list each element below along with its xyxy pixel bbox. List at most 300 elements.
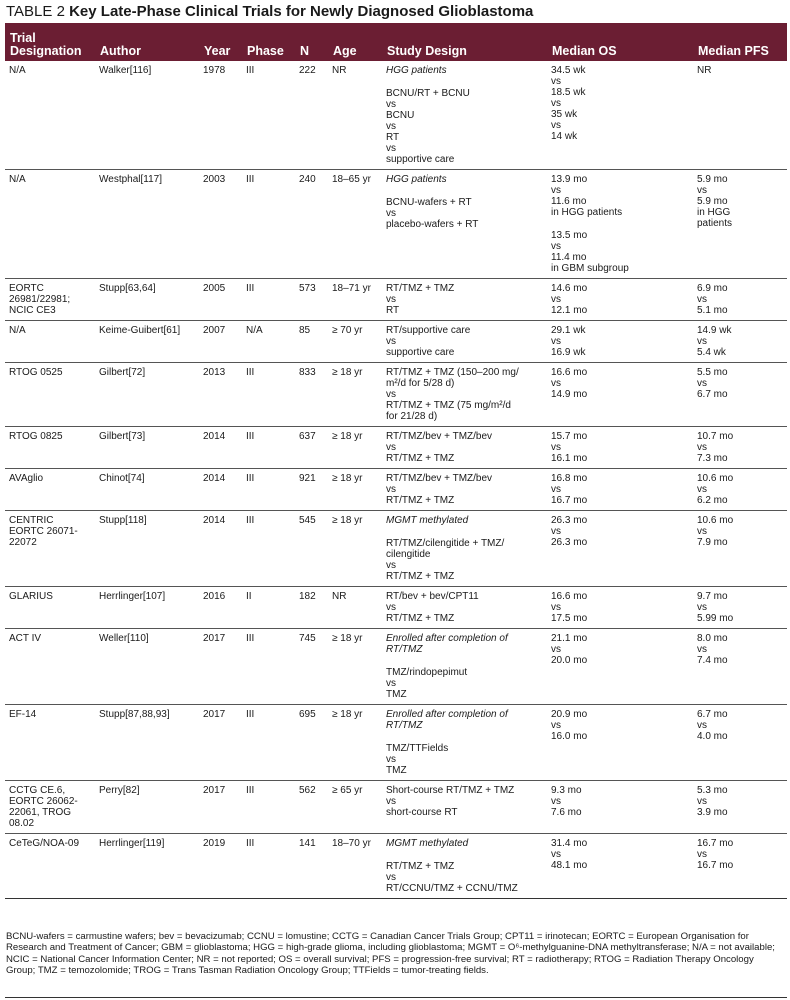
header-phase: Phase bbox=[242, 23, 295, 61]
study-design-group bbox=[386, 861, 544, 894]
median-os-line: 21.1 mo bbox=[551, 633, 588, 644]
median-os-line: 11.4 mo bbox=[551, 252, 587, 263]
cell-median-os bbox=[547, 511, 693, 587]
study-design-line: BCNU/RT + BCNU bbox=[386, 88, 470, 99]
cell-author: Weller[110] bbox=[95, 629, 199, 705]
cell-n: 695 bbox=[295, 705, 328, 781]
median-os-line: vs bbox=[551, 484, 561, 495]
study-design-line: vs bbox=[386, 336, 396, 347]
median-pfs-line: 4.0 mo bbox=[697, 731, 728, 742]
median-pfs-line: 9.7 mo bbox=[697, 591, 728, 602]
median-pfs-line: 5.9 mo bbox=[697, 196, 728, 207]
study-design-line: vs bbox=[386, 796, 396, 807]
cell-phase: III bbox=[242, 363, 295, 427]
cell-age: ≥ 18 yr bbox=[328, 705, 382, 781]
median-os-line: vs bbox=[551, 526, 561, 537]
cell-study-design bbox=[382, 363, 547, 427]
study-design-line: Enrolled after completion of bbox=[386, 633, 508, 644]
study-design-group bbox=[386, 283, 544, 316]
median-pfs-line: 16.7 mo bbox=[697, 860, 734, 871]
trial-designation-line: ACT IV bbox=[9, 633, 42, 644]
median-os-line: 16.7 mo bbox=[551, 495, 588, 506]
cell-age: NR bbox=[328, 61, 382, 170]
cell-year: 2017 bbox=[199, 705, 242, 781]
cell-median-os bbox=[547, 170, 693, 279]
median-os-line: vs bbox=[551, 336, 561, 347]
median-os-line: 16.6 mo bbox=[551, 367, 588, 378]
cell-author: Stupp[63,64] bbox=[95, 279, 199, 321]
study-design-line: RT/TMZ bbox=[386, 644, 423, 655]
median-pfs-line: vs bbox=[697, 644, 707, 655]
cell-median-os bbox=[547, 61, 693, 170]
median-os-line: 20.0 mo bbox=[551, 655, 588, 666]
cell-median-os bbox=[547, 705, 693, 781]
table-body bbox=[5, 61, 787, 899]
table-row bbox=[5, 781, 787, 834]
median-pfs-line: 5.9 mo bbox=[697, 174, 728, 185]
cell-author: Perry[82] bbox=[95, 781, 199, 834]
cell-age: NR bbox=[328, 587, 382, 629]
header-age: Age bbox=[328, 23, 382, 61]
cell-median-pfs bbox=[693, 587, 787, 629]
median-pfs-line: vs bbox=[697, 796, 707, 807]
cell-median-pfs bbox=[693, 469, 787, 511]
study-design-line: HGG patients bbox=[386, 65, 447, 76]
table-row bbox=[5, 469, 787, 511]
cell-trial-designation bbox=[5, 427, 95, 469]
median-os-group bbox=[551, 838, 690, 871]
header-year: Year bbox=[199, 23, 242, 61]
cell-author: Westphal[117] bbox=[95, 170, 199, 279]
table-row bbox=[5, 363, 787, 427]
median-pfs-group bbox=[697, 709, 784, 742]
table-row bbox=[5, 834, 787, 899]
median-os-line: 48.1 mo bbox=[551, 860, 588, 871]
cell-phase: III bbox=[242, 511, 295, 587]
median-pfs-line: 5.5 mo bbox=[697, 367, 728, 378]
cell-phase: III bbox=[242, 61, 295, 170]
median-pfs-group bbox=[697, 785, 784, 818]
median-os-line: in HGG patients bbox=[551, 207, 623, 218]
study-design-line: RT/TMZ/bev + TMZ/bev bbox=[386, 473, 493, 484]
median-os-group bbox=[551, 431, 690, 464]
trial-designation-line: EORTC bbox=[9, 283, 44, 294]
median-os-line: vs bbox=[551, 378, 561, 389]
cell-trial-designation bbox=[5, 469, 95, 511]
study-design-group bbox=[386, 325, 544, 358]
median-pfs-line: 7.4 mo bbox=[697, 655, 728, 666]
median-pfs-line: vs bbox=[697, 294, 707, 305]
trial-designation-line: GLARIUS bbox=[9, 591, 53, 602]
trial-designation-line: 22072 bbox=[9, 537, 37, 548]
cell-median-pfs bbox=[693, 61, 787, 170]
trial-designation-line: EF-14 bbox=[9, 709, 37, 720]
study-design-line: Enrolled after completion of bbox=[386, 709, 508, 720]
study-design-line: TMZ bbox=[386, 689, 407, 700]
cell-median-pfs bbox=[693, 279, 787, 321]
median-os-line: 16.1 mo bbox=[551, 453, 588, 464]
cell-age: 18–70 yr bbox=[328, 834, 382, 899]
study-design-line: vs bbox=[386, 678, 396, 689]
study-design-line: MGMT methylated bbox=[386, 515, 469, 526]
cell-n: 833 bbox=[295, 363, 328, 427]
cell-median-os bbox=[547, 321, 693, 363]
median-os-line: 29.1 wk bbox=[551, 325, 586, 336]
median-os-line: 12.1 mo bbox=[551, 305, 588, 316]
cell-study-design bbox=[382, 587, 547, 629]
median-os-group bbox=[551, 591, 690, 624]
trial-designation-line: NCIC CE3 bbox=[9, 305, 56, 316]
cell-study-design bbox=[382, 705, 547, 781]
cell-phase: II bbox=[242, 587, 295, 629]
cell-study-design bbox=[382, 834, 547, 899]
cell-study-design bbox=[382, 629, 547, 705]
median-os-line: 11.6 mo bbox=[551, 196, 587, 207]
study-design-group bbox=[386, 174, 544, 185]
median-os-line: 17.5 mo bbox=[551, 613, 588, 624]
cell-phase: N/A bbox=[242, 321, 295, 363]
study-design-line: TMZ bbox=[386, 765, 407, 776]
cell-trial-designation bbox=[5, 834, 95, 899]
clinical-trials-table bbox=[5, 23, 787, 899]
median-pfs-group bbox=[697, 283, 784, 316]
cell-n: 562 bbox=[295, 781, 328, 834]
cell-study-design bbox=[382, 279, 547, 321]
table-row bbox=[5, 170, 787, 279]
study-design-line: m²/d for 5/28 d) bbox=[386, 378, 455, 389]
cell-study-design bbox=[382, 321, 547, 363]
cell-median-os bbox=[547, 363, 693, 427]
median-os-line: 16.0 mo bbox=[551, 731, 588, 742]
study-design-line: BCNU-wafers + RT bbox=[386, 197, 472, 208]
cell-year: 2014 bbox=[199, 469, 242, 511]
study-design-line: Short-course RT/TMZ + TMZ bbox=[386, 785, 515, 796]
median-pfs-group bbox=[697, 473, 784, 506]
study-design-line: RT bbox=[386, 305, 400, 316]
median-pfs-line: vs bbox=[697, 442, 707, 453]
cell-median-pfs bbox=[693, 321, 787, 363]
median-os-line: 13.9 mo bbox=[551, 174, 588, 185]
cell-study-design bbox=[382, 427, 547, 469]
median-os-group bbox=[551, 633, 690, 666]
median-pfs-line: 6.7 mo bbox=[697, 709, 728, 720]
study-design-line: vs bbox=[386, 442, 396, 453]
cell-age: ≥ 18 yr bbox=[328, 427, 382, 469]
cell-author: Keime-Guibert[61] bbox=[95, 321, 199, 363]
median-pfs-line: 7.3 mo bbox=[697, 453, 728, 464]
cell-study-design bbox=[382, 170, 547, 279]
cell-phase: III bbox=[242, 469, 295, 511]
trial-designation-line: 08.02 bbox=[9, 818, 35, 829]
trial-designation-line: CCTG CE.6, bbox=[9, 785, 66, 796]
cell-median-pfs bbox=[693, 834, 787, 899]
cell-year: 2016 bbox=[199, 587, 242, 629]
median-pfs-line: 5.1 mo bbox=[697, 305, 728, 316]
median-pfs-group bbox=[697, 367, 784, 400]
cell-phase: III bbox=[242, 705, 295, 781]
header-study-design: Study Design bbox=[382, 23, 547, 61]
study-design-line: HGG patients bbox=[386, 174, 447, 185]
cell-phase: III bbox=[242, 629, 295, 705]
median-os-line: 14 wk bbox=[551, 131, 578, 142]
cell-n: 85 bbox=[295, 321, 328, 363]
header-trial-designation: Trial Designation bbox=[5, 23, 95, 61]
median-os-line: vs bbox=[551, 644, 561, 655]
cell-n: 637 bbox=[295, 427, 328, 469]
median-os-line: vs bbox=[551, 294, 561, 305]
median-os-line: 16.8 mo bbox=[551, 473, 588, 484]
study-design-line: vs bbox=[386, 99, 396, 110]
cell-author: Stupp[87,88,93] bbox=[95, 705, 199, 781]
study-design-line: RT/CCNU/TMZ + CCNU/TMZ bbox=[386, 883, 518, 894]
median-pfs-line: 6.2 mo bbox=[697, 495, 728, 506]
median-os-line: 20.9 mo bbox=[551, 709, 588, 720]
study-design-group bbox=[386, 667, 544, 700]
median-os-group bbox=[551, 65, 690, 142]
table-row bbox=[5, 705, 787, 781]
cell-phase: III bbox=[242, 170, 295, 279]
cell-author: Chinot[74] bbox=[95, 469, 199, 511]
cell-age: ≥ 18 yr bbox=[328, 629, 382, 705]
study-design-line: vs bbox=[386, 121, 396, 132]
study-design-line: vs bbox=[386, 294, 396, 305]
cell-median-os bbox=[547, 629, 693, 705]
cell-median-os bbox=[547, 279, 693, 321]
study-design-line: RT/TMZ + TMZ bbox=[386, 613, 455, 624]
study-design-line: RT/TMZ/bev + TMZ/bev bbox=[386, 431, 493, 442]
table-title-text: Key Late-Phase Clinical Trials for Newly Diagnosed Glioblastoma bbox=[69, 3, 534, 20]
study-design-group bbox=[386, 65, 544, 76]
cell-median-os bbox=[547, 427, 693, 469]
trial-designation-line: CeTeG/NOA-09 bbox=[9, 838, 80, 849]
table-title bbox=[6, 2, 786, 22]
median-pfs-line: 5.3 mo bbox=[697, 785, 728, 796]
cell-median-os bbox=[547, 781, 693, 834]
study-design-group bbox=[386, 743, 544, 776]
study-design-line: TMZ/TTFields bbox=[386, 743, 449, 754]
median-os-group bbox=[551, 515, 690, 548]
study-design-line: BCNU bbox=[386, 110, 415, 121]
median-pfs-line: 10.6 mo bbox=[697, 515, 734, 526]
study-design-group bbox=[386, 785, 544, 818]
median-pfs-line: vs bbox=[697, 336, 707, 347]
study-design-group bbox=[386, 838, 544, 849]
study-design-line: supportive care bbox=[386, 347, 455, 358]
cell-n: 222 bbox=[295, 61, 328, 170]
median-os-line: 26.3 mo bbox=[551, 515, 588, 526]
cell-year: 2014 bbox=[199, 427, 242, 469]
cell-year: 2014 bbox=[199, 511, 242, 587]
study-design-line: vs bbox=[386, 560, 396, 571]
trial-designation-line: N/A bbox=[9, 174, 26, 185]
cell-trial-designation bbox=[5, 511, 95, 587]
study-design-group bbox=[386, 88, 544, 165]
trial-designation-line: EORTC 26071- bbox=[9, 526, 78, 537]
median-pfs-line: 6.7 mo bbox=[697, 389, 728, 400]
cell-age: ≥ 65 yr bbox=[328, 781, 382, 834]
median-os-group bbox=[551, 473, 690, 506]
cell-median-os bbox=[547, 834, 693, 899]
study-design-line: RT/TMZ + TMZ bbox=[386, 283, 455, 294]
cell-median-pfs bbox=[693, 170, 787, 279]
trial-designation-line: 22061, TROG bbox=[9, 807, 72, 818]
median-pfs-group bbox=[697, 431, 784, 464]
cell-year: 2017 bbox=[199, 629, 242, 705]
median-pfs-group bbox=[697, 515, 784, 548]
median-os-line: in GBM subgroup bbox=[551, 263, 629, 274]
study-design-line: vs bbox=[386, 389, 396, 400]
median-pfs-line: vs bbox=[697, 849, 707, 860]
median-pfs-line: NR bbox=[697, 65, 712, 76]
cell-median-pfs bbox=[693, 363, 787, 427]
median-os-line: 16.6 mo bbox=[551, 591, 588, 602]
cell-author: Herrlinger[107] bbox=[95, 587, 199, 629]
median-pfs-line: vs bbox=[697, 378, 707, 389]
cell-author: Herrlinger[119] bbox=[95, 834, 199, 899]
cell-study-design bbox=[382, 61, 547, 170]
cell-phase: III bbox=[242, 781, 295, 834]
median-pfs-line: vs bbox=[697, 720, 707, 731]
cell-trial-designation bbox=[5, 279, 95, 321]
study-design-line: MGMT methylated bbox=[386, 838, 469, 849]
footnote-divider bbox=[5, 997, 787, 998]
header-author: Author bbox=[95, 23, 199, 61]
cell-study-design bbox=[382, 511, 547, 587]
median-pfs-line: vs bbox=[697, 484, 707, 495]
cell-trial-designation bbox=[5, 587, 95, 629]
cell-n: 545 bbox=[295, 511, 328, 587]
study-design-line: vs bbox=[386, 872, 396, 883]
trial-designation-line: N/A bbox=[9, 65, 26, 76]
cell-age: 18–71 yr bbox=[328, 279, 382, 321]
cell-trial-designation bbox=[5, 321, 95, 363]
table-row bbox=[5, 279, 787, 321]
study-design-line: TMZ/rindopepimut bbox=[386, 667, 468, 678]
study-design-line: supportive care bbox=[386, 154, 455, 165]
cell-median-pfs bbox=[693, 781, 787, 834]
study-design-group bbox=[386, 473, 544, 506]
cell-year: 2019 bbox=[199, 834, 242, 899]
median-pfs-group bbox=[697, 325, 784, 358]
median-os-line: vs bbox=[551, 120, 561, 131]
median-pfs-line: 14.9 wk bbox=[697, 325, 732, 336]
study-design-group bbox=[386, 633, 544, 655]
cell-year: 2003 bbox=[199, 170, 242, 279]
cell-author: Walker[116] bbox=[95, 61, 199, 170]
study-design-line: RT/TMZ + TMZ bbox=[386, 861, 455, 872]
study-design-line: RT/TMZ + TMZ (75 mg/m²/d bbox=[386, 400, 511, 411]
study-design-line: vs bbox=[386, 754, 396, 765]
median-os-line: 7.6 mo bbox=[551, 807, 582, 818]
median-pfs-line: patients bbox=[697, 218, 733, 229]
cell-n: 141 bbox=[295, 834, 328, 899]
study-design-line: short-course RT bbox=[386, 807, 458, 818]
study-design-group bbox=[386, 591, 544, 624]
median-pfs-group bbox=[697, 591, 784, 624]
median-pfs-line: 5.99 mo bbox=[697, 613, 734, 624]
median-os-line: vs bbox=[551, 796, 561, 807]
study-design-group bbox=[386, 367, 544, 422]
table-row bbox=[5, 629, 787, 705]
study-design-group bbox=[386, 538, 544, 582]
cell-trial-designation bbox=[5, 781, 95, 834]
median-pfs-line: vs bbox=[697, 526, 707, 537]
median-pfs-line: 10.6 mo bbox=[697, 473, 734, 484]
table-label: TABLE 2 bbox=[6, 3, 65, 20]
median-pfs-line: 5.4 wk bbox=[697, 347, 726, 358]
table-row bbox=[5, 61, 787, 170]
cell-year: 2005 bbox=[199, 279, 242, 321]
median-os-line: vs bbox=[551, 720, 561, 731]
cell-phase: III bbox=[242, 834, 295, 899]
cell-author: Gilbert[72] bbox=[95, 363, 199, 427]
cell-median-os bbox=[547, 587, 693, 629]
cell-median-os bbox=[547, 469, 693, 511]
study-design-line: RT/TMZ + TMZ bbox=[386, 453, 455, 464]
study-design-line: RT bbox=[386, 132, 400, 143]
median-os-group bbox=[551, 283, 690, 316]
study-design-line: vs bbox=[386, 484, 396, 495]
median-pfs-line: 10.7 mo bbox=[697, 431, 734, 442]
median-pfs-group bbox=[697, 838, 784, 871]
cell-year: 2013 bbox=[199, 363, 242, 427]
median-os-line: 16.9 wk bbox=[551, 347, 586, 358]
cell-median-pfs bbox=[693, 427, 787, 469]
cell-trial-designation bbox=[5, 629, 95, 705]
median-os-group bbox=[551, 325, 690, 358]
median-os-line: vs bbox=[551, 241, 561, 252]
median-os-group bbox=[551, 230, 690, 274]
study-design-line: RT/TMZ bbox=[386, 720, 423, 731]
cell-n: 573 bbox=[295, 279, 328, 321]
median-pfs-line: vs bbox=[697, 185, 707, 196]
cell-age: ≥ 18 yr bbox=[328, 511, 382, 587]
median-pfs-line: vs bbox=[697, 602, 707, 613]
median-os-line: 31.4 mo bbox=[551, 838, 588, 849]
study-design-line: vs bbox=[386, 602, 396, 613]
cell-trial-designation bbox=[5, 61, 95, 170]
study-design-line: RT/TMZ/cilengitide + TMZ/ bbox=[386, 538, 505, 549]
study-design-line: RT/TMZ + TMZ bbox=[386, 495, 455, 506]
cell-author: Stupp[118] bbox=[95, 511, 199, 587]
cell-study-design bbox=[382, 469, 547, 511]
median-os-line: 9.3 mo bbox=[551, 785, 582, 796]
table-row bbox=[5, 321, 787, 363]
median-os-line: 35 wk bbox=[551, 109, 578, 120]
cell-median-pfs bbox=[693, 629, 787, 705]
trial-designation-line: EORTC 26062- bbox=[9, 796, 78, 807]
cell-median-pfs bbox=[693, 705, 787, 781]
median-os-line: 13.5 mo bbox=[551, 230, 588, 241]
cell-n: 745 bbox=[295, 629, 328, 705]
cell-author: Gilbert[73] bbox=[95, 427, 199, 469]
median-pfs-line: 6.9 mo bbox=[697, 283, 728, 294]
study-design-line: RT/supportive care bbox=[386, 325, 471, 336]
median-os-line: 14.9 mo bbox=[551, 389, 588, 400]
cell-trial-designation bbox=[5, 705, 95, 781]
cell-phase: III bbox=[242, 279, 295, 321]
cell-study-design bbox=[382, 781, 547, 834]
median-pfs-group bbox=[697, 65, 784, 76]
study-design-group bbox=[386, 431, 544, 464]
median-os-line: vs bbox=[551, 185, 561, 196]
median-pfs-group bbox=[697, 633, 784, 666]
median-os-group bbox=[551, 174, 690, 218]
study-design-group bbox=[386, 515, 544, 526]
footnote: BCNU-wafers = carmustine wafers; bev = bevacizumab; CCNU = lomustine; CCTG = Canadian Cancer Trials Group; CPT11 = irinotecan; EORTC = European Organisation for Research and Treatment of Cancer; GBM = glioblastoma; HGG = high-grade glioma, including glioblastoma; MGMT = O⁶-methylguanine-DNA methyltransferase; N/A = not available; NCIC = National Cancer Information Center; NR = not reported; OS = overall survival; PFS = progression-free survival; RT = radiotherapy; RTOG = Radiation Therapy Oncology Group; TMZ = temozolomide; TROG = Trans Tasman Radiation Oncology Group; TTFields = tumor-treating fields. bbox=[6, 931, 775, 977]
study-design-line: RT/bev + bev/CPT11 bbox=[386, 591, 479, 602]
median-os-line: 26.3 mo bbox=[551, 537, 588, 548]
